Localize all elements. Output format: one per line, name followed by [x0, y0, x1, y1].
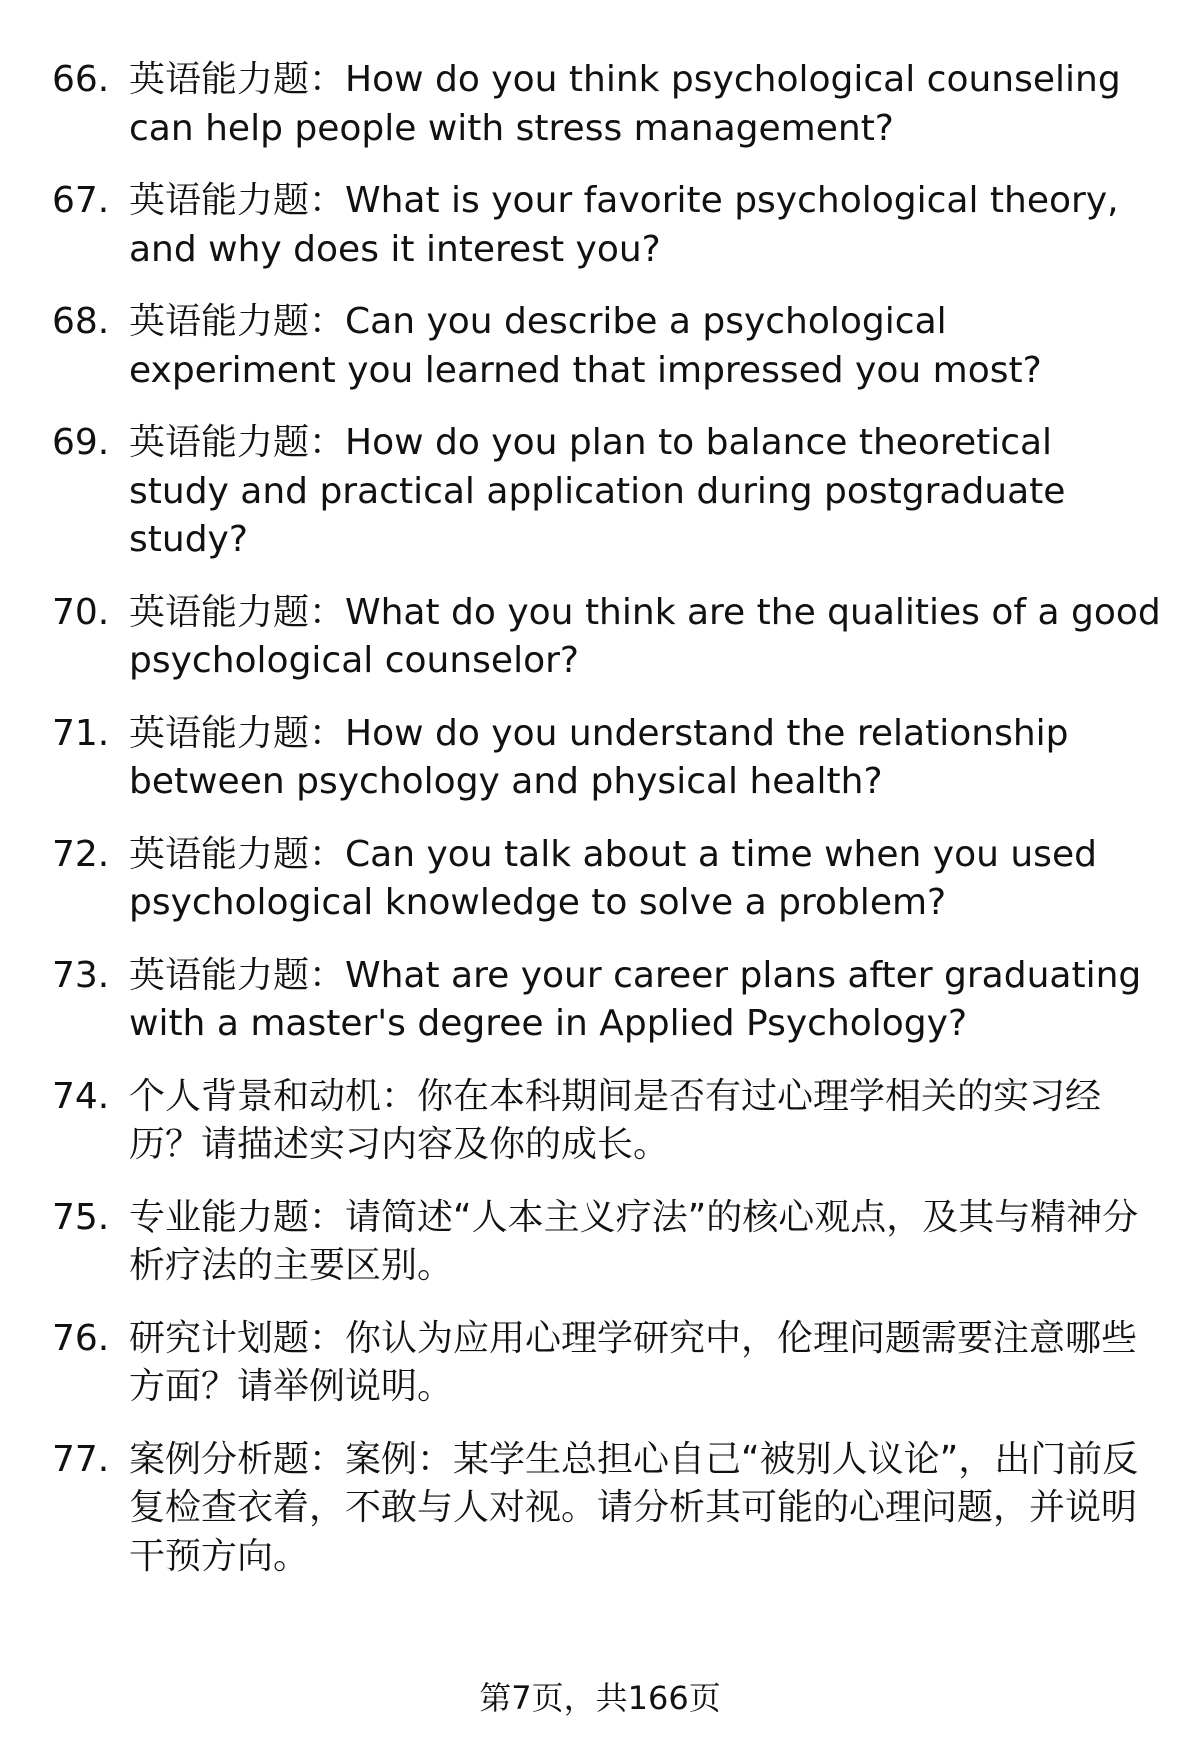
question-item	[52, 56, 1162, 153]
question-item	[52, 1073, 1162, 1170]
question-item	[52, 1315, 1162, 1412]
question-item	[52, 419, 1162, 565]
question-number: 67.	[52, 180, 110, 221]
question-text: 英语能力题：How do you understand the relationship between psychology and physical health?	[129, 712, 1069, 802]
question-item	[52, 1436, 1162, 1582]
question-text: 英语能力题：What is your favorite psychological theory, and why does it interest you?	[129, 180, 1119, 270]
question-text: 英语能力题：What do you think are the qualities of a good psychological counselor?	[129, 591, 1161, 681]
question-text: 个人背景和动机：你在本科期间是否有过心理学相关的实习经历？请描述实习内容及你的成长。	[129, 1075, 1102, 1165]
question-number: 72.	[52, 833, 110, 875]
question-text: 研究计划题：你认为应用心理学研究中，伦理问题需要注意哪些方面？请举例说明。	[129, 1317, 1138, 1407]
question-list	[52, 56, 1162, 1605]
question-text: 英语能力题：Can you talk about a time when you used psychological knowledge to solve a problem?	[129, 833, 1097, 923]
question-item	[52, 710, 1162, 807]
question-text: 英语能力题：How do you think psychological counseling can help people with stress management?	[129, 59, 1121, 149]
question-item	[52, 831, 1162, 928]
question-text: 英语能力题：How do you plan to balance theoretical study and practical application during postgraduate study?	[129, 422, 1066, 560]
question-number: 70.	[52, 591, 110, 633]
question-text: 专业能力题：请简述“人本主义疗法”的核心观点，及其与精神分析疗法的主要区别。	[129, 1196, 1139, 1286]
page-number-footer: 第7页，共166页	[479, 1679, 721, 1717]
question-number: 66.	[52, 59, 110, 100]
question-number: 73.	[52, 954, 110, 996]
question-item	[52, 1194, 1162, 1291]
question-text: 英语能力题：Can you describe a psychological experiment you learned that impressed you most?	[129, 301, 1042, 391]
question-text: 案例分析题：案例：某学生总担心自己“被别人议论”，出门前反复检查衣着，不敢与人对视。请分析其可能的心理问题，并说明干预方向。	[129, 1438, 1139, 1577]
question-number: 69.	[52, 422, 110, 463]
question-item	[52, 298, 1162, 395]
question-item	[52, 589, 1162, 686]
question-item	[52, 952, 1162, 1049]
question-number: 68.	[52, 301, 110, 342]
question-text: 英语能力题：What are your career plans after graduating with a master's degree in Applied Psychology?	[129, 954, 1142, 1044]
question-number: 75.	[52, 1196, 110, 1238]
question-item	[52, 177, 1162, 274]
question-number: 77.	[52, 1438, 110, 1480]
question-number: 71.	[52, 712, 110, 754]
question-number: 74.	[52, 1075, 110, 1117]
question-number: 76.	[52, 1317, 110, 1359]
